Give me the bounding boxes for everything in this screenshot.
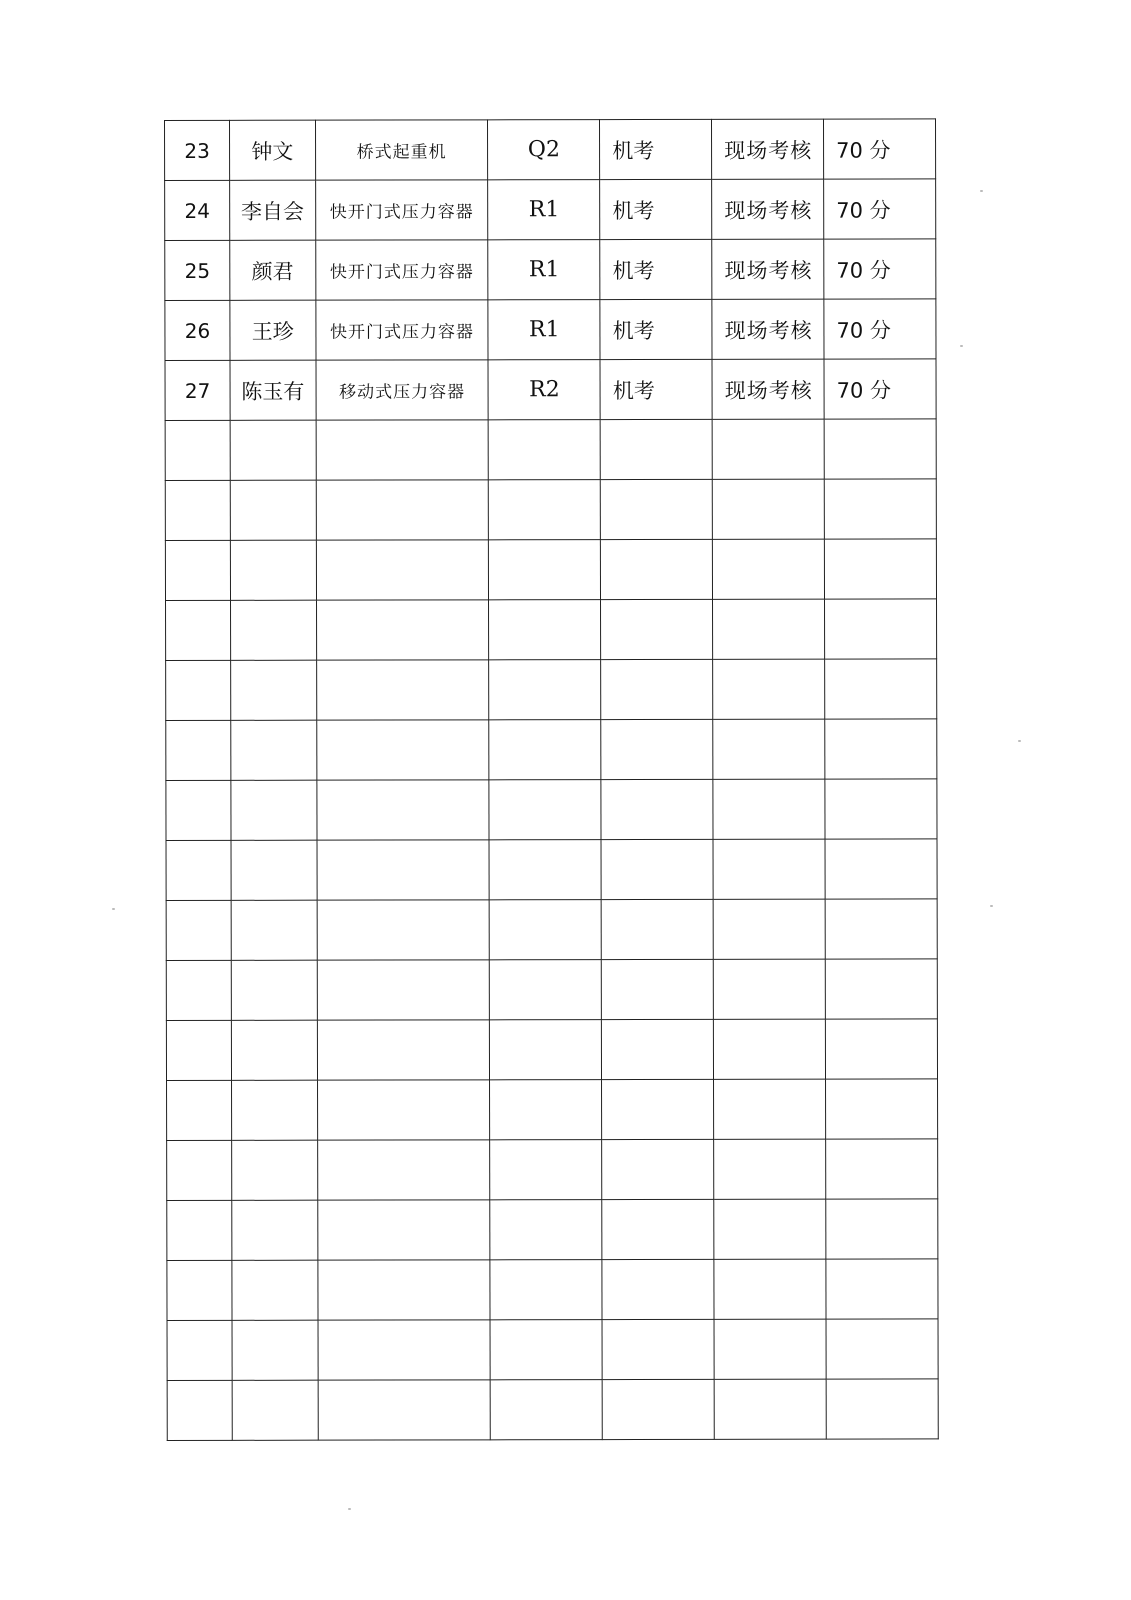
empty-cell bbox=[601, 839, 713, 899]
empty-table-row bbox=[167, 1319, 938, 1381]
candidate-name: 王珍 bbox=[230, 300, 316, 360]
empty-cell bbox=[490, 960, 602, 1020]
passing-score: 70 分 bbox=[824, 239, 936, 299]
theory-exam-method: 机考 bbox=[600, 239, 712, 299]
empty-cell bbox=[824, 479, 936, 539]
empty-cell bbox=[167, 1260, 232, 1320]
row-number: 27 bbox=[165, 360, 230, 420]
scan-speck bbox=[348, 1508, 351, 1510]
empty-cell bbox=[231, 720, 317, 780]
empty-cell bbox=[316, 420, 489, 480]
candidate-name: 颜君 bbox=[230, 240, 316, 300]
equipment-code: R2 bbox=[488, 360, 600, 420]
empty-cell bbox=[601, 479, 713, 539]
empty-cell bbox=[713, 599, 825, 659]
empty-cell bbox=[317, 960, 490, 1020]
table-row bbox=[165, 119, 936, 181]
empty-cell bbox=[602, 1019, 714, 1079]
empty-cell bbox=[316, 480, 489, 540]
practical-exam-method: 现场考核 bbox=[712, 299, 824, 359]
empty-table-row bbox=[167, 1199, 938, 1261]
row-number: 26 bbox=[165, 300, 230, 360]
empty-table-row bbox=[166, 779, 937, 841]
empty-table-row bbox=[165, 419, 936, 481]
empty-cell bbox=[166, 720, 231, 780]
empty-cell bbox=[824, 419, 936, 479]
empty-table-row bbox=[166, 839, 937, 901]
row-number: 24 bbox=[165, 180, 230, 240]
practical-exam-method: 现场考核 bbox=[712, 119, 824, 179]
empty-cell bbox=[167, 1080, 232, 1140]
empty-cell bbox=[713, 539, 825, 599]
empty-cell bbox=[490, 1140, 602, 1200]
table-row bbox=[165, 359, 936, 421]
row-number: 23 bbox=[165, 120, 230, 180]
empty-cell bbox=[714, 1019, 826, 1079]
empty-cell bbox=[166, 1020, 231, 1080]
empty-cell bbox=[489, 720, 601, 780]
empty-cell bbox=[316, 720, 489, 780]
empty-cell bbox=[489, 660, 601, 720]
empty-table-row bbox=[166, 1019, 937, 1081]
empty-cell bbox=[317, 1020, 490, 1080]
empty-cell bbox=[232, 1080, 318, 1140]
empty-cell bbox=[601, 659, 713, 719]
empty-cell bbox=[318, 1320, 491, 1380]
empty-cell bbox=[231, 900, 317, 960]
passing-score: 70 分 bbox=[824, 119, 936, 179]
empty-cell bbox=[713, 959, 825, 1019]
theory-exam-method: 机考 bbox=[600, 299, 712, 359]
empty-cell bbox=[317, 1080, 490, 1140]
empty-cell bbox=[602, 1199, 714, 1259]
empty-cell bbox=[714, 1199, 826, 1259]
empty-cell bbox=[489, 420, 601, 480]
empty-cell bbox=[825, 899, 937, 959]
theory-exam-method: 机考 bbox=[600, 119, 712, 179]
empty-cell bbox=[491, 1380, 603, 1440]
practical-exam-method: 现场考核 bbox=[712, 359, 824, 419]
empty-cell bbox=[166, 660, 231, 720]
empty-cell bbox=[165, 420, 230, 480]
empty-cell bbox=[826, 1259, 938, 1319]
equipment-type: 移动式压力容器 bbox=[316, 360, 489, 420]
empty-cell bbox=[232, 1200, 318, 1260]
empty-cell bbox=[826, 1079, 938, 1139]
empty-cell bbox=[167, 1140, 232, 1200]
empty-cell bbox=[602, 1139, 714, 1199]
empty-cell bbox=[490, 1200, 602, 1260]
empty-cell bbox=[316, 660, 489, 720]
empty-cell bbox=[166, 840, 231, 900]
row-number: 25 bbox=[165, 240, 230, 300]
empty-cell bbox=[490, 1020, 602, 1080]
practical-exam-method: 现场考核 bbox=[712, 239, 824, 299]
empty-cell bbox=[489, 600, 601, 660]
empty-cell bbox=[602, 1259, 714, 1319]
empty-table-row bbox=[167, 1259, 938, 1321]
empty-cell bbox=[714, 1319, 826, 1379]
practical-exam-method: 现场考核 bbox=[712, 179, 824, 239]
empty-cell bbox=[316, 780, 489, 840]
scan-speck bbox=[990, 905, 993, 907]
empty-cell bbox=[230, 480, 316, 540]
empty-cell bbox=[602, 1319, 714, 1379]
empty-cell bbox=[490, 1080, 602, 1140]
empty-cell bbox=[713, 839, 825, 899]
empty-cell bbox=[602, 1079, 714, 1139]
empty-cell bbox=[490, 1320, 602, 1380]
empty-table-row bbox=[165, 539, 936, 601]
empty-table-row bbox=[166, 719, 937, 781]
equipment-code: R1 bbox=[488, 240, 600, 300]
empty-cell bbox=[713, 659, 825, 719]
empty-cell bbox=[601, 719, 713, 779]
empty-cell bbox=[713, 899, 825, 959]
theory-exam-method: 机考 bbox=[600, 179, 712, 239]
empty-cell bbox=[489, 840, 601, 900]
empty-cell bbox=[165, 540, 230, 600]
empty-cell bbox=[825, 839, 937, 899]
empty-cell bbox=[600, 419, 712, 479]
empty-cell bbox=[712, 419, 824, 479]
empty-cell bbox=[602, 959, 714, 1019]
passing-score: 70 分 bbox=[824, 299, 936, 359]
equipment-type: 快开门式压力容器 bbox=[315, 180, 488, 240]
empty-cell bbox=[825, 959, 937, 1019]
empty-cell bbox=[490, 1260, 602, 1320]
empty-cell bbox=[714, 1139, 826, 1199]
empty-cell bbox=[489, 540, 601, 600]
empty-cell bbox=[317, 840, 490, 900]
empty-cell bbox=[317, 1140, 490, 1200]
empty-cell bbox=[166, 900, 231, 960]
empty-cell bbox=[232, 1320, 318, 1380]
empty-cell bbox=[825, 1019, 937, 1079]
empty-cell bbox=[167, 1200, 232, 1260]
empty-cell bbox=[230, 540, 316, 600]
empty-cell bbox=[825, 659, 937, 719]
empty-cell bbox=[714, 1079, 826, 1139]
empty-table-row bbox=[167, 1139, 938, 1201]
empty-cell bbox=[712, 479, 824, 539]
table-body bbox=[165, 119, 939, 1441]
passing-score: 70 分 bbox=[824, 359, 936, 419]
scan-speck bbox=[112, 908, 115, 910]
empty-cell bbox=[231, 1020, 317, 1080]
empty-cell bbox=[166, 600, 231, 660]
table-row bbox=[165, 299, 936, 361]
candidate-name: 陈玉有 bbox=[230, 360, 316, 420]
empty-cell bbox=[825, 719, 937, 779]
candidate-name: 李自会 bbox=[230, 180, 316, 240]
empty-table-row bbox=[166, 659, 937, 721]
equipment-code: R1 bbox=[488, 300, 600, 360]
scan-speck bbox=[960, 345, 963, 347]
equipment-type: 桥式起重机 bbox=[315, 120, 488, 180]
empty-cell bbox=[601, 599, 713, 659]
empty-cell bbox=[713, 719, 825, 779]
empty-cell bbox=[232, 1260, 318, 1320]
empty-table-row bbox=[167, 1379, 938, 1441]
empty-cell bbox=[489, 780, 601, 840]
equipment-code: Q2 bbox=[488, 120, 600, 180]
table-row bbox=[165, 239, 936, 301]
empty-cell bbox=[232, 1380, 318, 1440]
empty-cell bbox=[826, 1319, 938, 1379]
equipment-type: 快开门式压力容器 bbox=[315, 240, 488, 300]
scan-speck bbox=[980, 190, 983, 192]
empty-cell bbox=[317, 1200, 490, 1260]
theory-exam-method: 机考 bbox=[600, 359, 712, 419]
empty-cell bbox=[167, 1320, 232, 1380]
scan-speck bbox=[1018, 740, 1021, 742]
empty-cell bbox=[231, 660, 317, 720]
empty-cell bbox=[826, 1379, 938, 1439]
empty-cell bbox=[714, 1259, 826, 1319]
equipment-code: R1 bbox=[488, 180, 600, 240]
empty-cell bbox=[824, 539, 936, 599]
exam-roster-table bbox=[164, 118, 939, 1441]
empty-cell bbox=[317, 1260, 490, 1320]
empty-cell bbox=[825, 779, 937, 839]
empty-cell bbox=[316, 600, 489, 660]
empty-cell bbox=[316, 540, 489, 600]
empty-table-row bbox=[166, 959, 937, 1021]
empty-cell bbox=[231, 960, 317, 1020]
empty-cell bbox=[714, 1379, 826, 1439]
empty-cell bbox=[826, 1139, 938, 1199]
empty-table-row bbox=[165, 479, 936, 541]
empty-cell bbox=[490, 900, 602, 960]
empty-cell bbox=[713, 779, 825, 839]
table-row bbox=[165, 179, 936, 241]
empty-cell bbox=[231, 600, 317, 660]
empty-cell bbox=[318, 1380, 491, 1440]
passing-score: 70 分 bbox=[824, 179, 936, 239]
empty-cell bbox=[826, 1199, 938, 1259]
empty-cell bbox=[166, 780, 231, 840]
empty-cell bbox=[825, 599, 937, 659]
candidate-name: 钟文 bbox=[230, 120, 316, 180]
empty-table-row bbox=[166, 599, 937, 661]
empty-cell bbox=[602, 1379, 714, 1439]
empty-cell bbox=[167, 1380, 232, 1440]
empty-cell bbox=[231, 840, 317, 900]
empty-cell bbox=[166, 960, 231, 1020]
empty-cell bbox=[489, 480, 601, 540]
empty-cell bbox=[165, 480, 230, 540]
empty-cell bbox=[231, 780, 317, 840]
empty-cell bbox=[317, 900, 490, 960]
empty-table-row bbox=[166, 899, 937, 961]
empty-cell bbox=[601, 779, 713, 839]
empty-cell bbox=[601, 539, 713, 599]
equipment-type: 快开门式压力容器 bbox=[315, 300, 488, 360]
empty-cell bbox=[230, 420, 316, 480]
empty-cell bbox=[601, 899, 713, 959]
empty-cell bbox=[232, 1140, 318, 1200]
empty-table-row bbox=[167, 1079, 938, 1141]
